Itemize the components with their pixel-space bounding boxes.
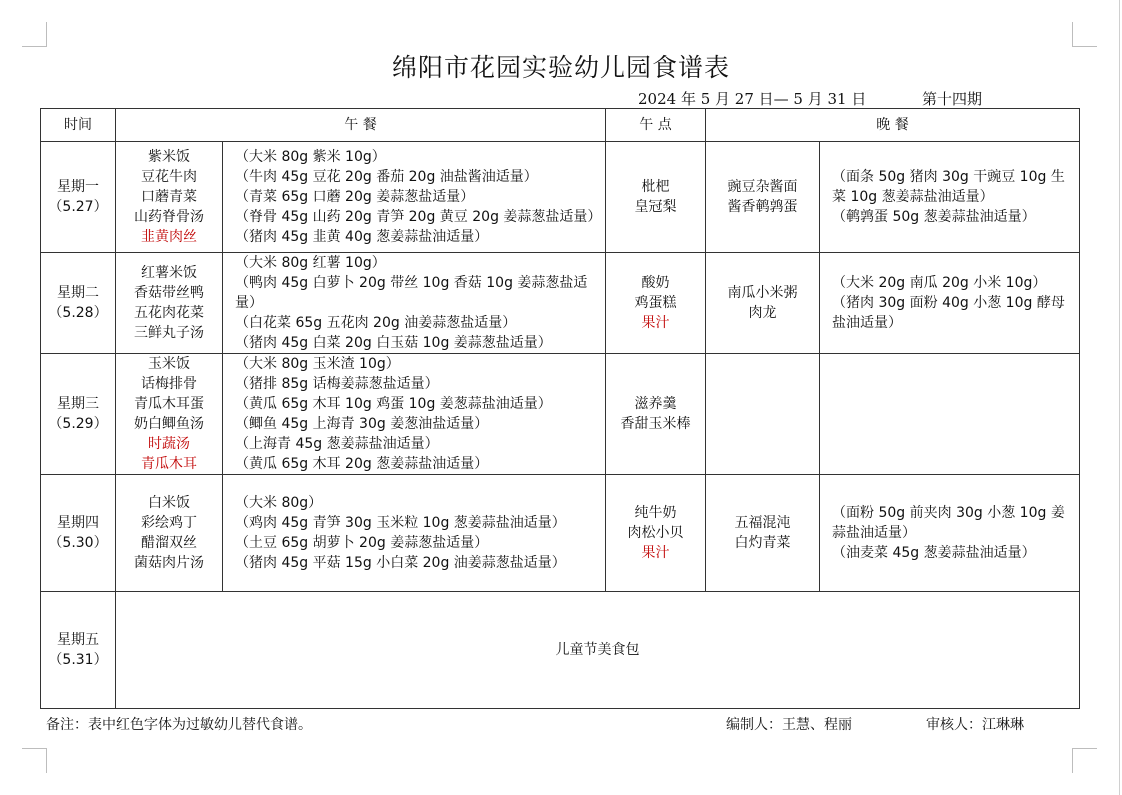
lunch-detail: （青菜 65g 口蘑 20g 姜蒜葱盐适量） xyxy=(235,189,475,205)
dinner-details-cell xyxy=(820,354,1080,475)
lunch-dish: 青瓜木耳 xyxy=(141,456,197,472)
lunch-dishes-cell xyxy=(116,253,223,354)
snack-cell xyxy=(606,253,706,354)
dinner-detail: （鹌鹑蛋 50g 葱姜蒜盐油适量） xyxy=(832,209,1036,225)
lunch-dish: 菌菇肉片汤 xyxy=(134,555,204,571)
lunch-dish: 香菇带丝鸭 xyxy=(134,285,204,301)
snack-item: 皇冠梨 xyxy=(634,199,677,215)
dinner-dish: 豌豆杂酱面 xyxy=(727,179,798,195)
day-date: （5.28） xyxy=(48,305,108,321)
lunch-detail: （黄瓜 65g 木耳 10g 鸡蛋 10g 姜葱蒜盐油适量） xyxy=(235,396,552,412)
lunch-detail: （白花菜 65g 五花肉 20g 油姜蒜葱盐适量） xyxy=(235,315,517,331)
day-name: 星期四 xyxy=(57,515,99,531)
day-name: 星期三 xyxy=(57,396,99,412)
lunch-dish: 话梅排骨 xyxy=(141,376,197,392)
header-dinner: 晚 餐 xyxy=(706,109,1080,142)
snack-item: 果汁 xyxy=(641,315,670,331)
day-cell xyxy=(41,142,116,253)
day-name: 星期五 xyxy=(57,632,99,648)
lunch-details-cell xyxy=(223,253,606,354)
lunch-detail: （大米 80g） xyxy=(235,495,323,511)
snack-item: 鸡蛋糕 xyxy=(634,295,677,311)
snack-cell xyxy=(606,354,706,475)
dinner-dishes-cell xyxy=(706,253,820,354)
header-lunch: 午 餐 xyxy=(116,109,606,142)
day-name: 星期一 xyxy=(57,179,99,195)
editor-label: 编制人：王慧、程丽 xyxy=(726,717,852,733)
lunch-detail: （鸭肉 45g 白萝卜 20g 带丝 10g 香菇 10g 姜蒜葱盐适量） xyxy=(235,275,588,311)
snack-item: 酸奶 xyxy=(641,275,670,291)
lunch-detail: （牛肉 45g 豆花 20g 番茄 20g 油盐酱油适量） xyxy=(235,169,538,185)
dinner-dishes-cell xyxy=(706,354,820,475)
dinner-details-cell xyxy=(820,142,1080,253)
day-cell xyxy=(41,253,116,354)
lunch-dishes-cell xyxy=(116,354,223,475)
lunch-dish: 五花肉花菜 xyxy=(134,305,204,321)
header-snack: 午 点 xyxy=(606,109,706,142)
lunch-detail: （鲫鱼 45g 上海青 30g 姜葱油盐适量） xyxy=(235,416,489,432)
lunch-detail: （土豆 65g 胡萝卜 20g 姜蒜葱盐适量） xyxy=(235,535,489,551)
lunch-dish: 三鲜丸子汤 xyxy=(134,325,204,341)
lunch-dish: 口蘑青菜 xyxy=(141,189,197,205)
crop-mark-bottom-right xyxy=(1072,748,1097,773)
page-title: 绵阳市花园实验幼儿园食谱表 xyxy=(391,53,730,82)
lunch-dishes-cell xyxy=(116,142,223,253)
lunch-dish: 玉米饭 xyxy=(148,356,190,372)
lunch-detail: （脊骨 45g 山药 20g 青笋 20g 黄豆 20g 姜蒜葱盐适量） xyxy=(235,209,602,225)
remark-note: 备注：表中红色字体为过敏幼儿替代食谱。 xyxy=(46,717,312,733)
day-cell xyxy=(41,592,116,709)
lunch-dish: 韭黄肉丝 xyxy=(141,229,197,245)
dinner-dish: 酱香鹌鹑蛋 xyxy=(727,199,798,215)
dinner-detail: （面粉 50g 前夹肉 30g 小葱 10g 姜蒜盐油适量） xyxy=(832,505,1065,541)
lunch-detail: （猪肉 45g 白菜 20g 白玉菇 10g 姜蒜葱盐适量） xyxy=(235,335,552,351)
day-date: （5.27） xyxy=(48,199,108,215)
friday-note: 儿童节美食包 xyxy=(116,592,1080,709)
lunch-dishes-cell xyxy=(116,475,223,592)
dinner-detail: （猪肉 30g 面粉 40g 小葱 10g 酵母盐油适量） xyxy=(832,295,1065,331)
lunch-detail: （上海青 45g 葱姜蒜盐油适量） xyxy=(235,436,439,452)
crop-mark-top-right xyxy=(1072,22,1097,47)
day-row xyxy=(41,475,1080,592)
day-row xyxy=(41,253,1080,354)
snack-item: 枇杷 xyxy=(641,179,670,195)
lunch-details-cell xyxy=(223,354,606,475)
day-date: （5.30） xyxy=(48,535,108,551)
lunch-dish: 青瓜木耳蛋 xyxy=(134,396,204,412)
dinner-details-cell xyxy=(820,475,1080,592)
lunch-dish: 奶白鲫鱼汤 xyxy=(134,416,204,432)
lunch-dish: 紫米饭 xyxy=(148,149,190,165)
snack-item: 滋养羹 xyxy=(634,396,677,412)
dinner-dish: 白灼青菜 xyxy=(734,535,791,551)
snack-item: 香甜玉米棒 xyxy=(620,416,691,432)
dinner-detail: （油麦菜 45g 葱姜蒜盐油适量） xyxy=(832,545,1036,561)
header-row xyxy=(41,109,1080,142)
snack-item: 肉松小贝 xyxy=(627,525,684,541)
lunch-detail: （猪排 85g 话梅姜蒜葱盐适量） xyxy=(235,376,439,392)
period-label: 第十四期 xyxy=(922,90,983,108)
lunch-dish: 山药脊骨汤 xyxy=(134,209,204,225)
snack-item: 果汁 xyxy=(641,545,670,561)
lunch-detail: （大米 80g 玉米渣 10g） xyxy=(235,356,400,372)
day-cell xyxy=(41,354,116,475)
dinner-dishes-cell xyxy=(706,475,820,592)
lunch-details-cell xyxy=(223,475,606,592)
lunch-dish: 豆花牛肉 xyxy=(141,169,197,185)
dinner-dish: 五福混沌 xyxy=(734,515,791,531)
snack-cell xyxy=(606,475,706,592)
day-date: （5.31） xyxy=(48,652,108,668)
reviewer-label: 审核人：江琳琳 xyxy=(926,717,1024,733)
lunch-dish: 时蔬汤 xyxy=(148,436,190,452)
lunch-detail: （大米 80g 紫米 10g） xyxy=(235,149,386,165)
crop-mark-bottom-left xyxy=(22,748,47,773)
day-cell xyxy=(41,475,116,592)
lunch-dish: 醋溜双丝 xyxy=(141,535,197,551)
header-time: 时间 xyxy=(41,109,116,142)
day-date: （5.29） xyxy=(48,416,108,432)
dinner-dish: 南瓜小米粥 xyxy=(727,285,798,301)
page-edge-line xyxy=(1119,0,1120,795)
day-row xyxy=(41,142,1080,253)
date-range: 2024 年 5 月 27 日— 5 月 31 日 xyxy=(638,90,867,108)
friday-row xyxy=(41,592,1080,709)
lunch-detail: （猪肉 45g 韭黄 40g 葱姜蒜盐油适量） xyxy=(235,229,489,245)
lunch-detail: （黄瓜 65g 木耳 20g 葱姜蒜盐油适量） xyxy=(235,456,489,472)
dinner-details-cell xyxy=(820,253,1080,354)
dinner-detail: （大米 20g 南瓜 20g 小米 10g） xyxy=(832,275,1047,291)
lunch-details-cell xyxy=(223,142,606,253)
snack-cell xyxy=(606,142,706,253)
menu-table xyxy=(40,108,1080,709)
snack-item: 纯牛奶 xyxy=(634,505,677,521)
lunch-dish: 白米饭 xyxy=(148,495,190,511)
lunch-detail: （猪肉 45g 平菇 15g 小白菜 20g 油姜蒜葱盐适量） xyxy=(235,555,566,571)
lunch-detail: （大米 80g 红薯 10g） xyxy=(235,255,386,271)
lunch-detail: （鸡肉 45g 青笋 30g 玉米粒 10g 葱姜蒜盐油适量） xyxy=(235,515,566,531)
lunch-dish: 红薯米饭 xyxy=(141,265,197,281)
day-row xyxy=(41,354,1080,475)
dinner-dishes-cell xyxy=(706,142,820,253)
dinner-dish: 肉龙 xyxy=(748,305,777,321)
day-name: 星期二 xyxy=(57,285,99,301)
dinner-detail: （面条 50g 猪肉 30g 干豌豆 10g 生菜 10g 葱姜蒜盐油适量） xyxy=(832,169,1065,205)
crop-mark-top-left xyxy=(22,22,47,47)
lunch-dish: 彩绘鸡丁 xyxy=(141,515,197,531)
day-rows xyxy=(41,142,1080,592)
